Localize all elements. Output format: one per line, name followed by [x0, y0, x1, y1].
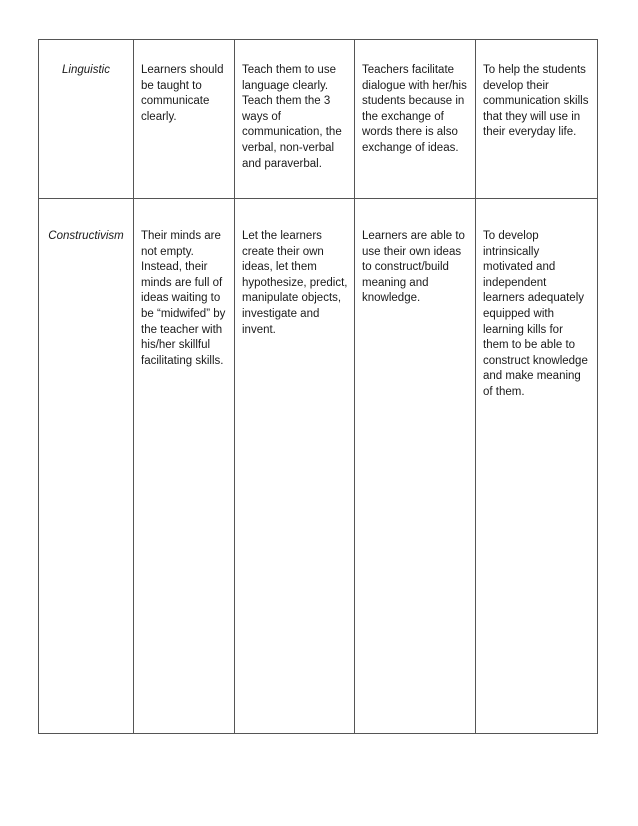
cell-text: Learners are able to use their own ideas to construct/build meaning and knowledge.: [362, 230, 465, 305]
table-cell: [134, 40, 235, 199]
row-label-cell: [39, 40, 134, 199]
theory-table: [38, 39, 598, 734]
table-cell: [476, 199, 598, 734]
table-cell: [235, 199, 355, 734]
table-cell: [476, 40, 598, 199]
table-cell: [235, 40, 355, 199]
cell-text: To help the students develop their communication skills that they will use in their everyday life.: [483, 64, 589, 139]
cell-text: Learners should be taught to communicate clearly.: [141, 64, 224, 123]
row-label: Constructivism: [48, 230, 124, 242]
table-cell: [134, 199, 235, 734]
row-label-cell: [39, 199, 134, 734]
cell-text: To develop intrinsically motivated and independent learners adequately equipped with learning kills for them to be able to construct knowledge and make meaning of them.: [483, 230, 588, 398]
table-cell: [355, 40, 476, 199]
cell-text: Let the learners create their own ideas, let them hypothesize, predict, manipulate objects, investigate and invent.: [242, 230, 348, 336]
cell-text: Teachers facilitate dialogue with her/his students because in the exchange of words there is also exchange of ideas.: [362, 64, 467, 154]
row-label: Linguistic: [62, 64, 110, 76]
cell-text: Their minds are not empty. Instead, their minds are full of ideas waiting to be “midwifed” by the teacher with his/her skillful facilitating skills.: [141, 230, 226, 367]
cell-text: Teach them to use language clearly. Teach them the 3 ways of communication, the verbal, non-verbal and paraverbal.: [242, 64, 342, 170]
table-cell: [355, 199, 476, 734]
table-row: [39, 40, 598, 199]
table-row: [39, 199, 598, 734]
